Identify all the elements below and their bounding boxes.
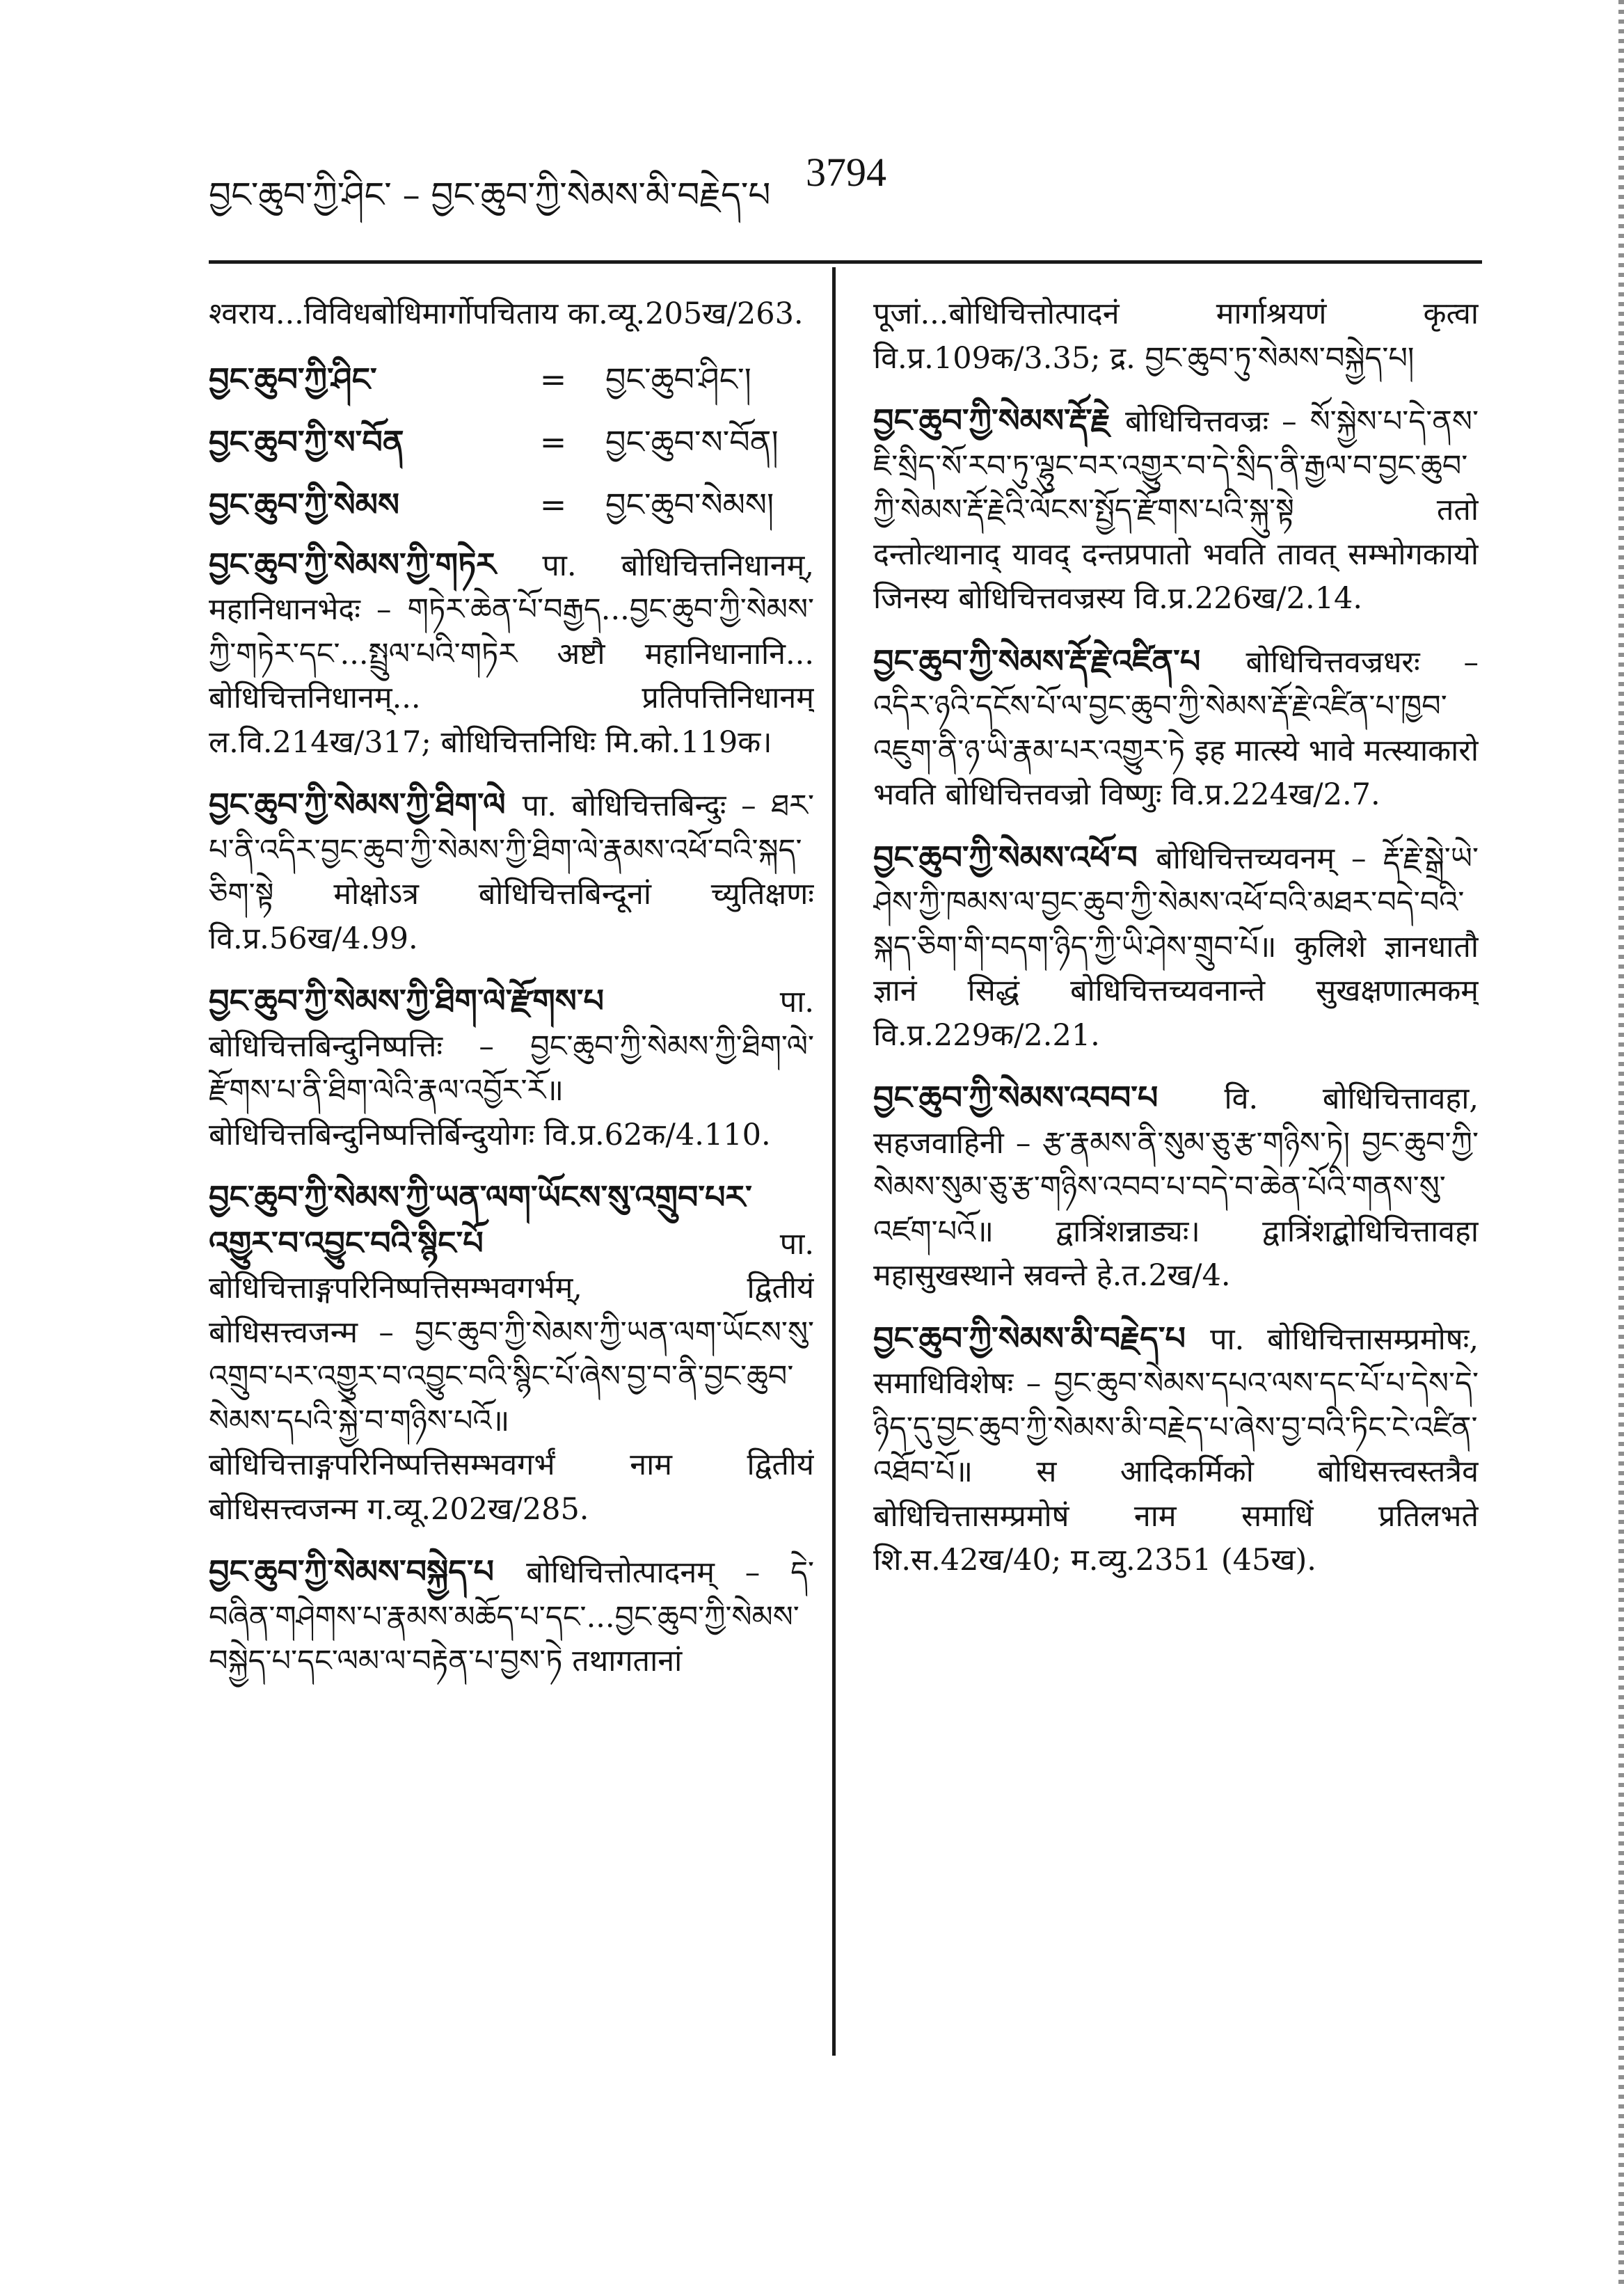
equals-sign: =: [539, 485, 567, 523]
left-column: [209, 292, 814, 2060]
dictionary-entry: [209, 1175, 814, 1532]
xref-headword: བྱང་ཆུབ་ཀྱི་ཤིང་: [209, 360, 377, 398]
entry-definition: पा. बोधिचित्तबिन्दुः – ཐར་པ་ནི་འདིར་བྱང་ཆུབ་ཀྱི་སེམས་ཀྱི་ཐིག་ལེ་རྣམས་འཕོ་བའི་སྐད་ཅིག་སྟེ मोक्षोऽत्र बोधिचित्तबिन्दूनां च्युतिक्षणः वि.प्र.56ख/4.99.: [209, 788, 814, 956]
dictionary-entry: [873, 836, 1479, 1058]
equals-sign: =: [539, 360, 567, 398]
entry-headword: བྱང་ཆུབ་ཀྱི་སེམས་ཀྱི་ཐིག་ལེ་རྫོགས་པ: [209, 982, 780, 1019]
xref-target: བྱང་ཆུབ་ཤིང་།: [605, 360, 751, 398]
page-number: 3794: [806, 150, 886, 195]
entry-definition: पा. बोधिचित्ताङ्गपरिनिष्पत्तिसम्भवगर्भम्, द्वितीयं बोधिसत्त्वजन्म – བྱང་ཆུབ་ཀྱི་སེམས་ཀྱི་ཡན་ལག་ཡོངས་སུ་འགྲུབ་པར་འགྱུར་བ་འབྱུང་བའི་སྙིང་པོ་ཞེས་བྱ་བ་ནི་བྱང་ཆུབ་སེམས་དཔའི་སྐྱེ་བ་གཉིས་པའོ॥ बोधिचित्ताङ्गपरिनिष्पत्तिसम्भवगर्भं नाम द्वितीयं बोधिसत्त्वजन्म ग.व्यू.202ख/285.: [209, 1226, 814, 1527]
column-divider: [832, 267, 836, 2056]
entry-definition: पा. बोधिचित्तनिधानम्, महानिधानभेदः – གཏེར་ཆེན་པོ་བརྒྱད...བྱང་ཆུབ་ཀྱི་སེམས་ཀྱི་གཏེར་དང་...སྤྲུལ་པའི་གཏེར अष्टौ महानिधानानि... बोधिचित्तनिधानम्... प्रतिपत्तिनिधानम् ल.वि.214ख/317; बोधिचित्तनिधिः मि.को.119क।: [209, 548, 814, 760]
continuation-text: पूजां...बोधिचित्तोत्पादनं मार्गाश्रयणं कृत्वा वि.प्र.109क/3.35; द्र. བྱང་ཆུབ་ཏུ་སེམས་བསྐྱེད་པ།: [873, 296, 1479, 376]
entry-headword: བྱང་ཆུབ་ཀྱི་སེམས་རྡོ་རྗེ་འཛིན་པ: [873, 642, 1246, 680]
scan-edge-mark: [1618, 0, 1624, 2286]
equals-sign: =: [539, 422, 567, 461]
page-header: [209, 146, 1489, 215]
xref-headword: བྱང་ཆུབ་ཀྱི་ས་བོན: [209, 422, 404, 461]
entry-definition: पा. बोधिचित्तबिन्दुनिष्पत्तिः – བྱང་ཆུབ་ཀྱི་སེམས་ཀྱི་ཐིག་ལེ་རྫོགས་པ་ནི་ཐིག་ལེའི་རྣལ་འབྱོར་རོ॥ बोधिचित्तबिन्दुनिष्पत्तिर्बिन्दुयोगः वि.प्र.62क/4.110.: [209, 985, 814, 1152]
dictionary-entry: [209, 783, 814, 961]
entry-headword: བྱང་ཆུབ་ཀྱི་སེམས་ཀྱི་ཐིག་ལེ: [209, 786, 523, 823]
entry-definition: बोधिचित्तच्यवनम् – རྡོ་རྗེ་སྒྲེ་ཡེ་ཤེས་ཀྱི་ཁམས་ལ་བྱང་ཆུབ་ཀྱི་སེམས་འཕོ་བའི་མཐར་བདེ་བའི་སྐད་ཅིག་གི་བདག་ཉིད་ཀྱི་ཡི་ཤེས་གྲུབ་པོ॥ कुलिशे ज्ञानधातौ ज्ञानं सिद्धं बोधिचित्तच्यवनान्ते सुखक्षणात्मकम् वि.प्र.229क/2.21.: [873, 841, 1479, 1053]
entry-definition: बोधिचित्तवज्रः – སོ་སྐྱེས་པ་དེ་ནས་ཇི་སྲིད་སོ་རབ་ཏུ་ལྷུང་བར་འགྱུར་བ་དེ་སྲིད་ནི་རྒྱལ་བ་བྱང་ཆུབ་ཀྱི་སེམས་རྡོ་རྗེའི་ལོངས་སྤྱོད་རྫོགས་པའི་སྐུ་སྟེ ततो दन्तोत्थानाद् यावद् दन्तप्रपातो भवति तावत् सम्भोगकायो जिनस्य बोधिचित्तवज्रस्य वि.प्र.226ख/2.14.: [873, 404, 1479, 616]
entry-headword: བྱང་ཆུབ་ཀྱི་སེམས་ཀྱི་ཡན་ལག་ཡོངས་སུ་འགྲུབ་པར་འགྱུར་བ་འབྱུང་བའི་སྙིང་པོ: [209, 1178, 780, 1262]
entry-definition: बोधिचित्तोत्पादनम् – དེ་བཞིན་གཤེགས་པ་རྣམས་མཆོད་པ་དང་...བྱང་ཆུབ་ཀྱི་སེམས་བསྐྱེད་པ་དང་ལམ་ལ་བརྟེན་པ་བྱས་ཏེ तथागतानां: [209, 1555, 814, 1678]
dictionary-entry: [873, 640, 1479, 818]
running-head: བྱང་ཆུབ་ཀྱི་ཤིང་ – བྱང་ཆུབ་ཀྱི་སེམས་མི་བརྗེད་པ: [209, 175, 771, 215]
continuation-text: श्वराय...विविधबोधिमार्गोपचिताय का.व्यू.205ख/263.: [209, 296, 804, 331]
xref-entry: [209, 480, 814, 529]
entry-headword: བྱང་ཆུབ་ཀྱི་སེམས་བསྐྱེད་པ: [209, 1553, 527, 1590]
entry-definition: वि. बोधिचित्तावहा, सहजवाहिनी – རྩ་རྣམས་ནི་སུམ་ཅུ་རྩ་གཉིས་ཏེ། བྱང་ཆུབ་ཀྱི་སེམས་སུམ་ཅུ་རྩ་གཉིས་འབབ་པ་བདེ་བ་ཆེན་པོའི་གནས་སུ་འཛག་པའོ॥ द्वात्रिंशन्नाड्यः। द्वात्रिंशद्बोधिचित्तावहा महासुखस्थाने स्रवन्ते हे.त.2ख/4.: [873, 1081, 1479, 1293]
xref-entry: [209, 355, 814, 404]
dictionary-entry: [873, 1317, 1479, 1583]
entry-definition: पा. बोधिचित्तासम्प्रमोषः, समाधिविशेषः – བྱང་ཆུབ་སེམས་དཔའ་ལས་དང་པོ་པ་དེས་དེ་ཉིད་དུ་བྱང་ཆུབ་ཀྱི་སེམས་མི་བརྗེད་པ་ཞེས་བྱ་བའི་ཏིང་ངེ་འཛིན་འཐོབ་པོ॥ स आदिकर्मिको बोधिसत्त्वस्तत्रैव बोधिचित्तासम्प्रमोषं नाम समाधिं प्रतिलभते शि.स.42ख/40; म.व्यु.2351 (45ख).: [873, 1321, 1479, 1578]
entry-headword: བྱང་ཆུབ་ཀྱི་སེམས་རྡོ་རྗེ: [873, 402, 1125, 439]
xref-target: བྱང་ཆུབ་སེམས།: [605, 485, 774, 523]
entry-headword: བྱང་ཆུབ་ཀྱི་སེམས་འབབ་པ: [873, 1079, 1225, 1116]
dictionary-entry: [873, 399, 1479, 621]
entry-headword: བྱང་ཆུབ་ཀྱི་སེམས་མི་བརྗེད་པ: [873, 1319, 1211, 1357]
xref-target: བྱང་ཆུབ་ས་བོན།: [605, 422, 779, 461]
dictionary-entry: [209, 1550, 814, 1684]
xref-headword: བྱང་ཆུབ་ཀྱི་སེམས: [209, 485, 400, 523]
dictionary-entry: [209, 979, 814, 1157]
header-rule: [209, 260, 1482, 264]
dictionary-entry: [209, 543, 814, 765]
right-column: [873, 292, 1479, 2060]
xref-entry: [209, 418, 814, 466]
entry-definition: बोधिचित्तवज्रधरः – འདིར་ཉའི་དངོས་པོ་ལ་བྱང་ཆུབ་ཀྱི་སེམས་རྡོ་རྗེ་འཛིན་པ་ཁྱབ་འཇུག་ནི་ཉ་ཡི་རྣམ་པར་འགྱུར་ཏེ इह मात्स्ये भावे मत्स्याकारो भवति बोधिचित्तवज्रो विष्णुः वि.प्र.224ख/2.7.: [873, 644, 1479, 812]
dictionary-entry: [873, 1076, 1479, 1299]
entry-headword: བྱང་ཆུབ་ཀྱི་སེམས་འཕོ་བ: [873, 838, 1156, 876]
entry-headword: བྱང་ཆུབ་ཀྱི་སེམས་ཀྱི་གཏེར: [209, 545, 543, 583]
